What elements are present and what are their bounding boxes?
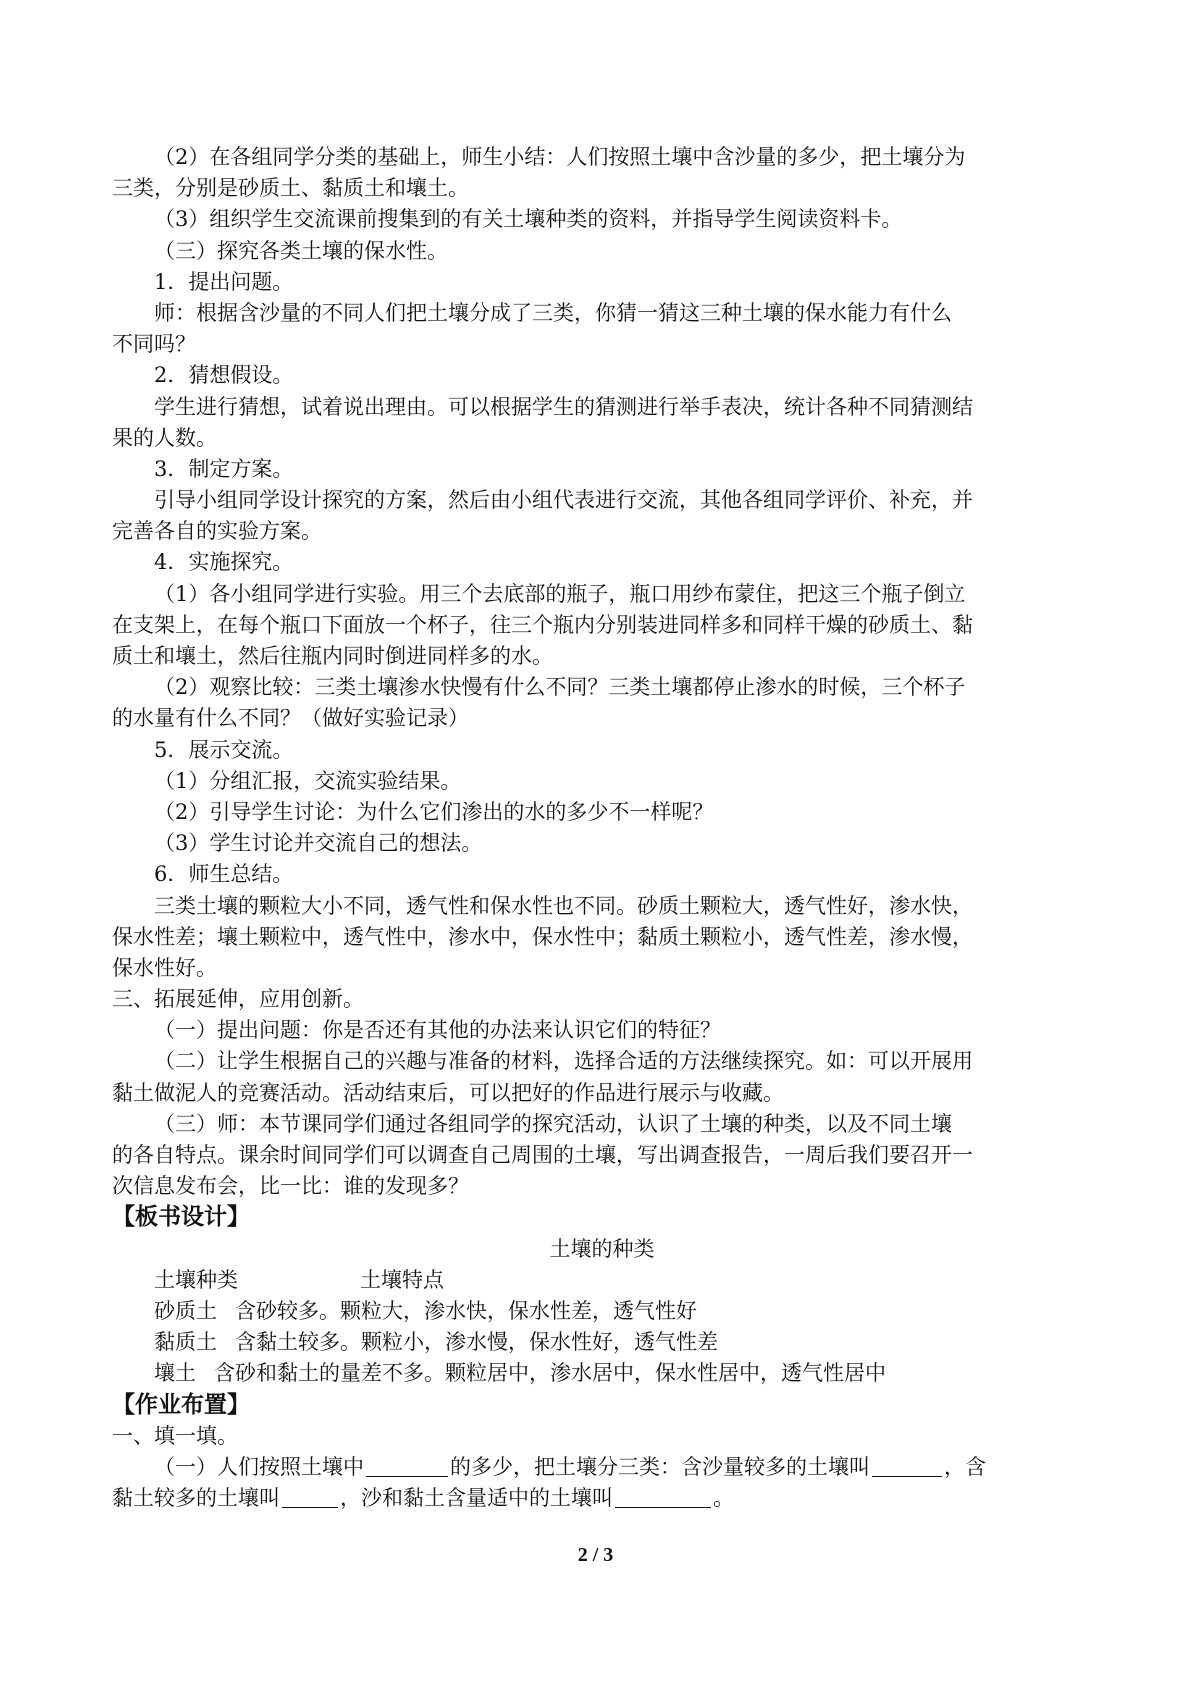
- fill-blank[interactable]: [872, 1454, 942, 1477]
- body-line: （2）在各组同学分类的基础上，师生小结：人们按照土壤中含沙量的多少，把土壤分为: [154, 145, 966, 169]
- body-line: 保水性差；壤土颗粒中，透气性中，渗水中，保水性中；黏质土颗粒小，透气性差，渗水慢，: [112, 924, 973, 949]
- body-line: 4．实施探究。: [154, 550, 294, 575]
- homework-line-1: [112, 1452, 1092, 1483]
- soil-name: 黏质土: [154, 1330, 217, 1355]
- body-line: （1）分组汇报，交流实验结果。: [154, 768, 462, 793]
- soil-desc: 含黏土较多。颗粒小，渗水慢，保水性好，透气性差: [235, 1330, 718, 1355]
- soil-name: 壤土: [154, 1361, 196, 1386]
- body-line: 保水性好。: [112, 955, 217, 980]
- body-line: 果的人数。: [112, 425, 217, 450]
- body-line: 不同吗？: [112, 332, 196, 357]
- soil-desc: 含砂较多。颗粒大，渗水快，保水性差，透气性好: [235, 1298, 697, 1323]
- body-line: 5．展示交流。: [154, 737, 294, 762]
- body-line: 3．制定方案。: [154, 456, 294, 481]
- body-line: （2）观察比较：三类土壤渗水快慢有什么不同？三类土壤都停止渗水的时候，三个杯子: [154, 675, 966, 700]
- body-line: 1．提出问题。: [154, 269, 294, 294]
- document-content: [112, 142, 1092, 1514]
- body-line: 黏土做泥人的竞赛活动。活动结束后，可以把好的作品进行展示与收藏。: [112, 1080, 784, 1105]
- board-col-feature: 土壤特点: [360, 1267, 444, 1292]
- body-line: 学生进行猜想，试着说出理由。可以根据学生的猜测进行举手表决，统计各种不同猜测结: [154, 394, 973, 419]
- body-line: 完善各自的实验方案。: [112, 519, 322, 544]
- body-line: 三类，分别是砂质土、黏质土和壤土。: [112, 176, 469, 201]
- homework-line-2: [112, 1483, 1092, 1514]
- homework-sub: 一、填一填。: [112, 1423, 238, 1448]
- homework-text: 黏土较多的土壤叫: [112, 1486, 280, 1511]
- body-line: （一）提出问题：你是否还有其他的办法来认识它们的特征？: [154, 1018, 721, 1043]
- body-line: 三、拓展延伸，应用创新。: [112, 987, 364, 1012]
- board-row-sandy: [112, 1296, 1092, 1327]
- fill-blank[interactable]: [366, 1454, 448, 1477]
- homework-text: （一）人们按照土壤中: [154, 1454, 364, 1479]
- body-line: （三）师：本节课同学们通过各组同学的探究活动，认识了土壤的种类，以及不同土壤: [154, 1111, 952, 1136]
- body-line: 次信息发布会，比一比：谁的发现多？: [112, 1174, 469, 1199]
- board-row-clay: [112, 1327, 1092, 1358]
- body-line: 的水量有什么不同？（做好实验记录）: [112, 706, 469, 731]
- soil-name: 砂质土: [154, 1298, 217, 1323]
- body-text: [112, 142, 1092, 1202]
- homework-text: ，含: [944, 1454, 986, 1479]
- fill-blank[interactable]: [615, 1485, 711, 1508]
- body-line: （2）引导学生讨论：为什么它们渗出的水的多少不一样呢？: [154, 799, 714, 824]
- body-line: （1）各小组同学进行实验。用三个去底部的瓶子，瓶口用纱布蒙住，把这三个瓶子倒立: [154, 581, 966, 606]
- board-design-heading: 【板书设计】: [112, 1204, 250, 1231]
- homework-heading: 【作业布置】: [112, 1391, 250, 1418]
- body-line: （三）探究各类土壤的保水性。: [154, 238, 448, 263]
- body-line: 在支架上，在每个瓶口下面放一个杯子，往三个瓶内分别装进同样多和同样干燥的砂质土、黏: [112, 612, 973, 637]
- fill-blank[interactable]: [282, 1485, 338, 1508]
- soil-desc: 含砂和黏土的量差不多。颗粒居中，渗水居中，保水性居中，透气性居中: [214, 1361, 886, 1386]
- homework-text: 的多少，把土壤分三类：含沙量较多的土壤叫: [450, 1454, 870, 1479]
- body-line: 的各自特点。课余时间同学们可以调查自己周围的土壤，写出调查报告，一周后我们要召开一: [112, 1143, 973, 1167]
- page-number: 2 / 3: [577, 1544, 614, 1566]
- homework-text: 。: [713, 1486, 734, 1511]
- board-title: 土壤的种类: [549, 1236, 655, 1261]
- board-row-loam: [112, 1358, 1092, 1389]
- body-line: （3）学生讨论并交流自己的想法。: [154, 831, 483, 856]
- body-line: （3）组织学生交流课前搜集到的有关土壤种类的资料，并指导学生阅读资料卡。: [154, 207, 903, 232]
- body-line: 三类土壤的颗粒大小不同，透气性和保水性也不同。砂质土颗粒大，透气性好，渗水快，: [154, 893, 973, 918]
- board-col-type: 土壤种类: [154, 1267, 238, 1292]
- board-header-row: [112, 1265, 1092, 1296]
- body-line: （二）让学生根据自己的兴趣与准备的材料，选择合适的方法继续探究。如：可以开展用: [154, 1049, 973, 1074]
- body-line: 6．师生总结。: [154, 862, 294, 887]
- body-line: 质土和壤土，然后往瓶内同时倒进同样多的水。: [112, 644, 553, 668]
- homework-text: ，沙和黏土含量适中的土壤叫: [340, 1486, 613, 1511]
- body-line: 师：根据含沙量的不同人们把土壤分成了三类，你猜一猜这三种土壤的保水能力有什么: [154, 300, 952, 325]
- body-line: 2．猜想假设。: [154, 363, 294, 388]
- body-line: 引导小组同学设计探究的方案，然后由小组代表进行交流，其他各组同学评价、补充，并: [154, 488, 973, 513]
